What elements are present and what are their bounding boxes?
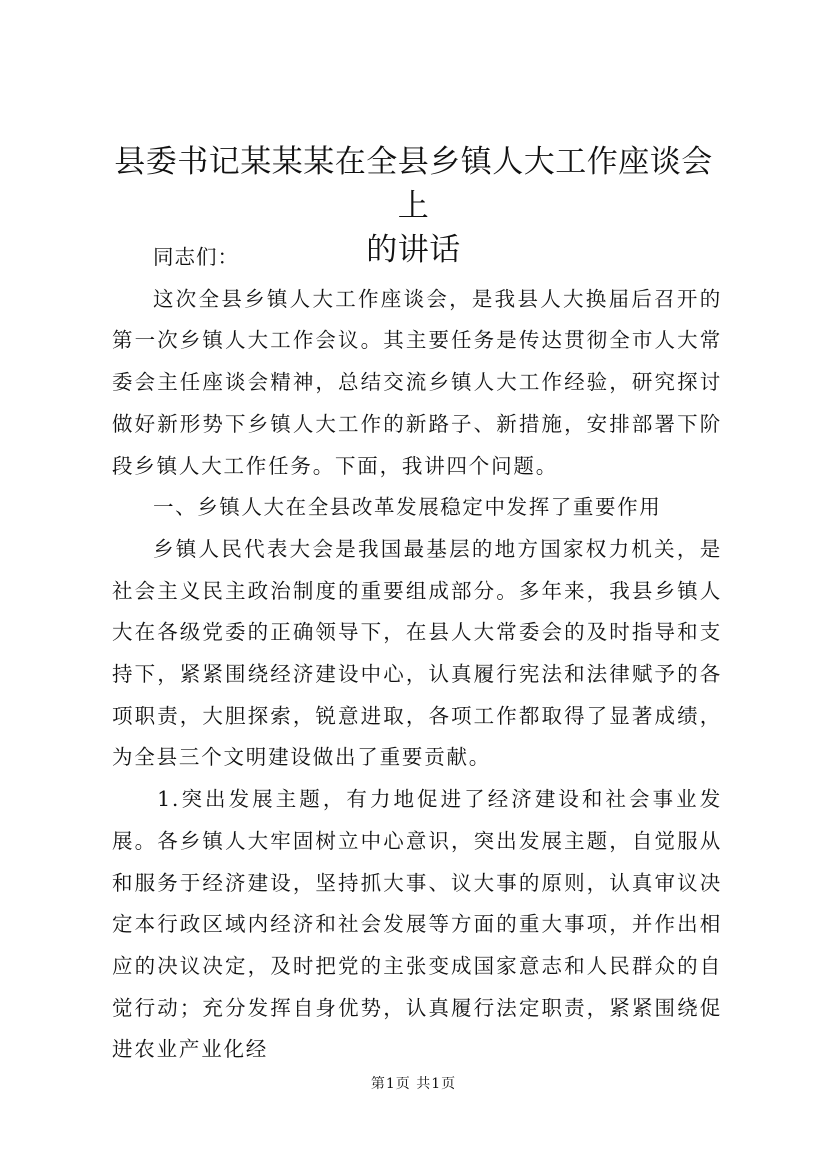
paragraph-intro: 这次全县乡镇人大工作座谈会，是我县人大换届后召开的第一次乡镇人大工作会议。其主要任务是传达贯彻全市人大常委会主任座谈会精神，总结交流乡镇人大工作经验，研究探讨做好新形势下乡镇人大工作的新路子、新措施，安排部署下阶段乡镇人大工作任务。下面，我讲四个问题。 [112, 286, 722, 478]
page-footer: 第1页 共1页 [370, 1076, 457, 1092]
paragraph-point-1: 1.突出发展主题，有力地促进了经济建设和社会事业发展。各乡镇人大牢固树立中心意识，突出发展主题，自觉服从和服务于经济建设，坚持抓大事、议大事的原则，认真审议决定本行政区域内经济和社会发展等方面的重大事项，并作出相应的决议决定，及时把党的主张变成国家意志和人民群众的自觉行动；充分发挥自身优势，认真履行法定职责，紧紧围绕促进农业产业化经 [112, 787, 722, 1062]
section-heading-1: 一、乡镇人大在全县改革发展稳定中发挥了重要作用 [153, 495, 662, 520]
document-body [112, 237, 722, 1071]
salutation: 同志们： [153, 245, 239, 269]
paragraph-section-1: 乡镇人民代表大会是我国最基层的地方国家权力机关，是社会主义民主政治制度的重要组成部分。多年来，我县乡镇人大在各级党委的正确领导下，在县人大常委会的及时指导和支持下，紧紧围绕经济建设中心，认真履行宪法和法律赋予的各项职责，大胆探索，锐意进取，各项工作都取得了显著成绩，为全县三个文明建设做出了重要贡献。 [112, 536, 722, 770]
title-line-2: 的讲话 [366, 232, 461, 268]
title-line-1: 县委书记某某某在全县乡镇人大工作座谈会上 [114, 144, 713, 224]
